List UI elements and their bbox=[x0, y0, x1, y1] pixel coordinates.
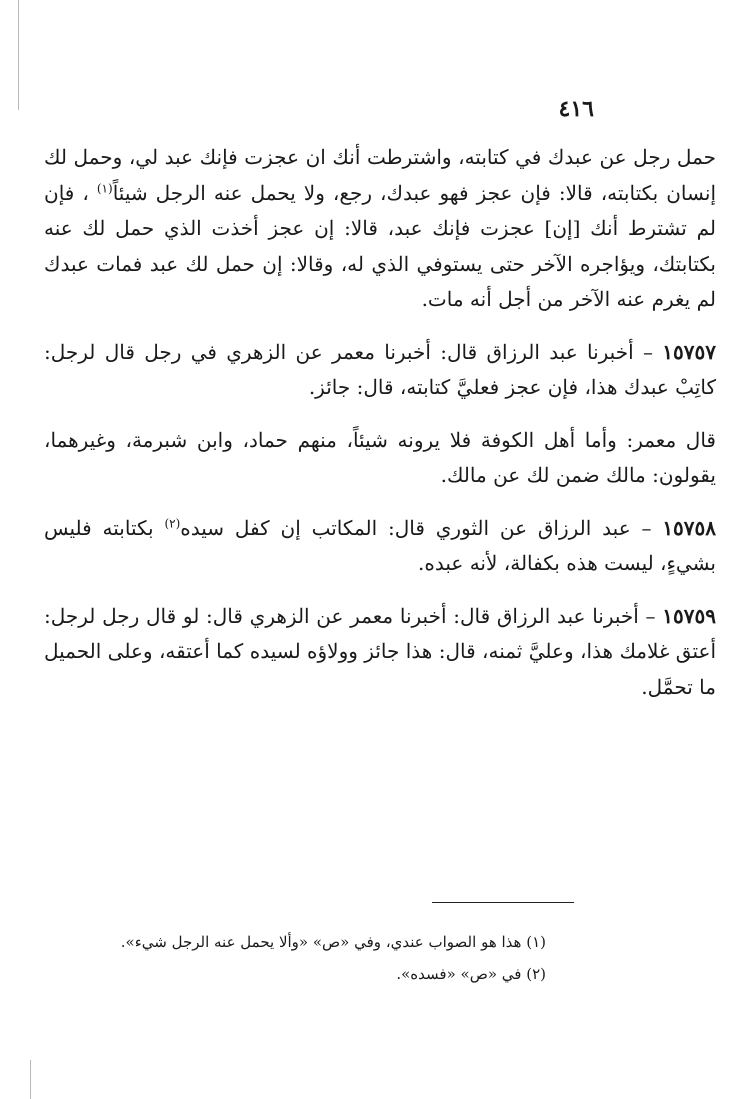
page-number: ٤١٦ bbox=[558, 96, 594, 122]
hadith-text: – أخبرنا عبد الرزاق قال: أخبرنا معمر عن الزهري قال: لو قال رجل لرجل: أعتق غلامك هذا، وعليَّ ثمنه، قال: هذا جائز وولاؤه لسيده كما أعتقه، وعلى الحميل ما تحمَّل. bbox=[44, 603, 716, 699]
footnote-1: (١) هذا هو الصواب عندي، وفي «ص» «وألا يحمل عنه الرجل شيء». bbox=[120, 933, 546, 951]
hadith-number: ١٥٧٥٩ bbox=[662, 603, 716, 628]
hadith-15758 bbox=[44, 511, 716, 582]
page-body bbox=[44, 140, 716, 705]
paragraph-1-text-continued: ، فإن لم تشترط أنك [إن] عجزت فإنك عبد، قالا: إن عجز أخذت الذي حمل لك عنه بكتابتك، ويؤاجره الآخر حتى يستوفي الذي له، وقالا: إن حمل لك عبد فمات عبدك لم يغرم عنه الآخر من أجل أنه مات. bbox=[44, 180, 716, 311]
paragraph-text: قال معمر: وأما أهل الكوفة فلا يرونه شيئاً، منهم حماد، وابن شبرمة، وغيرهما، يقولون: مالك ضمن لك عن مالك. bbox=[44, 427, 716, 487]
footnote-marker-1: (١) bbox=[96, 180, 113, 195]
paragraph-1-text: حمل رجل عن عبدك في كتابته، واشترطت أنك ان عجزت فإنك عبد لي، وحمل لك إنسان بكتابته، قالا: فإن عجز فهو عبدك، رجع، ولا يحمل عنه الرجل شيئاً bbox=[44, 145, 716, 205]
hadith-text-continued: بكتابته فليس بشيءٍ، ليست هذه بكفالة، لأنه عبده. bbox=[44, 515, 716, 575]
hadith-number: ١٥٧٥٧ bbox=[662, 339, 716, 364]
paragraph-mamar bbox=[44, 423, 716, 494]
margin-rule-top bbox=[18, 0, 19, 110]
hadith-text: – أخبرنا عبد الرزاق قال: أخبرنا معمر عن الزهري في رجل قال لرجل: كاتِبْ عبدك هذا، فإن عجز فعليَّ كتابته، قال: جائز. bbox=[44, 339, 716, 399]
hadith-15759 bbox=[44, 599, 716, 706]
footnote-marker-2: (٢) bbox=[164, 515, 181, 530]
footnote-divider bbox=[432, 902, 574, 903]
hadith-text: – عبد الرزاق عن الثوري قال: المكاتب إن كفل سيده bbox=[180, 515, 652, 540]
footnote-2: (٢) في «ص» «فسده». bbox=[396, 965, 546, 983]
hadith-15757 bbox=[44, 335, 716, 406]
hadith-number: ١٥٧٥٨ bbox=[662, 515, 717, 540]
margin-rule-bottom bbox=[30, 1060, 31, 1099]
paragraph-1 bbox=[44, 140, 716, 318]
footnotes bbox=[44, 926, 716, 990]
